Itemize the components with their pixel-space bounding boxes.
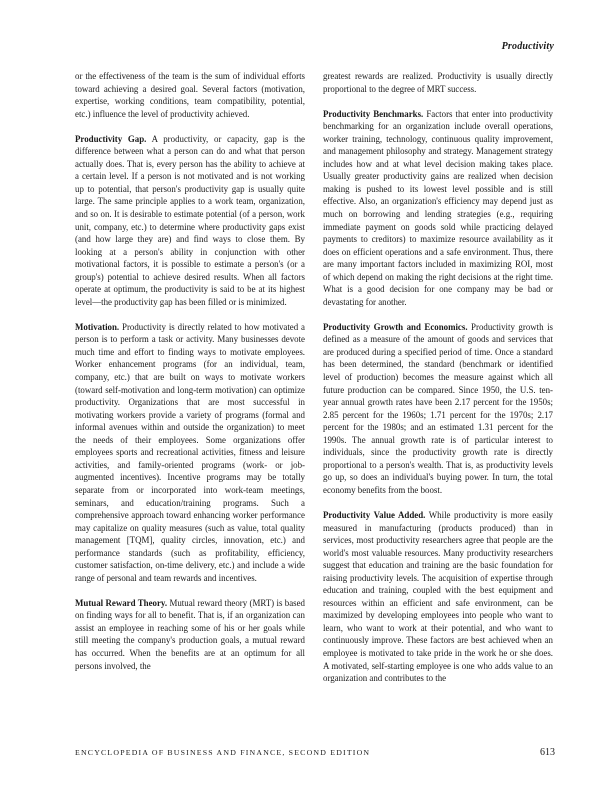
- section-heading: Productivity Benchmarks.: [323, 108, 424, 119]
- book-title: ENCYCLOPEDIA OF BUSINESS AND FINANCE, SECOND EDITION: [75, 748, 371, 757]
- running-header: Productivity: [501, 41, 554, 52]
- paragraph: greatest rewards are realized. Productivity is usually directly proportional to the degree of MRT success.: [323, 71, 553, 94]
- paragraph: or the effectiveness of the team is the sum of individual efforts toward achieving a desired goal. Several factors (motivation, expertise, working conditions, team compatibility, potential, etc.) influence the level of productivity achieved.: [75, 71, 305, 119]
- section-heading: Motivation.: [75, 321, 120, 332]
- right-column: [323, 70, 553, 697]
- paragraph: Motivation. Productivity is directly related to how motivated a person is to perform a task or activity. Many businesses devote much time and effort to finding ways to motivate employees. Worker enhancement programs (for an individual, team, company, etc.) that are built on ways to motivate workers (toward self-motivation and long-term motivation) can optimize productivity. Organizations that are most successful in motivating workers provide a variety of programs (formal and informal avenues within and outside the organization) to meet the needs of their employees. Some organizations offer employees sports and recreational activities, fitness and leisure activities, and family-oriented programs (work- or job-augmented incentives). Incentive programs may be totally separate from or incorporated into work-team meetings, seminars, and education/training programs. Such a comprehensive approach toward enhancing worker performance may capitalize on quality measures (such as value, total quality management [TQM], quality circles, innovation, etc.) and performance standards (such as profitability, efficiency, customer satisfaction, on-time delivery, etc.) and include a wide range of personal and team rewards and incentives.: [75, 321, 306, 583]
- paragraph: Mutual Reward Theory. Mutual reward theory (MRT) is based on finding ways for all to benefit. That is, if an organization can assist an employee in reaching some of his or her goals while still meeting the company's production goals, a mutual reward has occurred. When the benefits are at an optimum for all persons involved, the: [75, 597, 305, 671]
- paragraph: Productivity Growth and Economics. Productivity growth is defined as a measure of the amount of goods and services that are produced during a specified period of time. Once a standard has been determined, the standard (benchmark or identified level of production) becomes the measure against which all future production can be compared. Since 1950, the U.S. ten-year annual growth rates have been 2.17 percent for the 1950s; 2.85 percent for the 1960s; 1.71 percent for the 1970s; 2.17 percent for the 1980s; and an estimated 1.31 percent for the 1990s. The annual growth rate is of particular interest to individuals, since the productivity growth rate is directly proportional to a person's wealth. That is, as productivity levels go up, so does an individual's buying power. In turn, the total economy benefits from the boost.: [323, 321, 553, 495]
- paragraph: Productivity Gap. A productivity, or capacity, gap is the difference between what a person can do and what that person actually does. That is, every person has the ability to achieve at a certain level. If a person is not motivated and is not working up to potential, that person's productivity gap is usually quite large. The same principle applies to a work team, organization, and so on. It is desirable to estimate potential (of a person, work unit, company, etc.) to determine where productivity gaps exist (and how large they are) and find ways to close them. By looking at a person's ability in conjunction with other motivational factors, it is possible to estimate a person's (or a group's) potential to achieve desired results. When all factors operate at optimum, the productivity is said to be at its highest level—the productivity gap has been filled or is minimized.: [75, 133, 305, 307]
- page-footer: [75, 748, 555, 757]
- section-heading: Productivity Growth and Economics.: [323, 321, 468, 332]
- section-heading: Mutual Reward Theory.: [75, 597, 168, 608]
- page-number: 613: [540, 747, 555, 758]
- paragraph: Productivity Value Added. While productivity is more easily measured in manufacturing (products produced) than in services, most productivity researchers agree that people are the world's most valuable resources. Many productivity researchers suggest that education and training are the basic foundation for raising productivity levels. The acquisition of expertise through education and training, coupled with the best equipment and resources within an efficient and safe environment, can be maximized by developing employees into people who want to learn, who want to work at their potential, and who want to continuously improve. These factors are best achieved when an employee is motivated to take pride in the work he or she does. A motivated, self-starting employee is one who adds value to an organization and contributes to the: [323, 510, 553, 684]
- paragraph: Productivity Benchmarks. Factors that enter into productivity benchmarking for an organization include overall operations, worker training, technology, continuous quality improvement, and management philosophy and strategy. Management strategy includes how and at what level decision making takes place. Usually greater productivity gains are realized when decision making is pushed to its lowest level possible and is still effective. Also, an organization's efficiency may depend just as much on borrowing and lending strategies (e.g., requiring immediate payment on goods sold while practicing delayed payments to creditors) to maximize resource availability as it does on efficient operations and a safe environment. Thus, there are many important factors included in maximizing ROI, most of which depend on making the right decisions at the right time. What is a good decision for one company may be bad or devastating for another.: [323, 108, 553, 307]
- left-column: [75, 70, 305, 685]
- section-heading: Productivity Gap.: [75, 133, 147, 144]
- section-heading: Productivity Value Added.: [323, 510, 426, 520]
